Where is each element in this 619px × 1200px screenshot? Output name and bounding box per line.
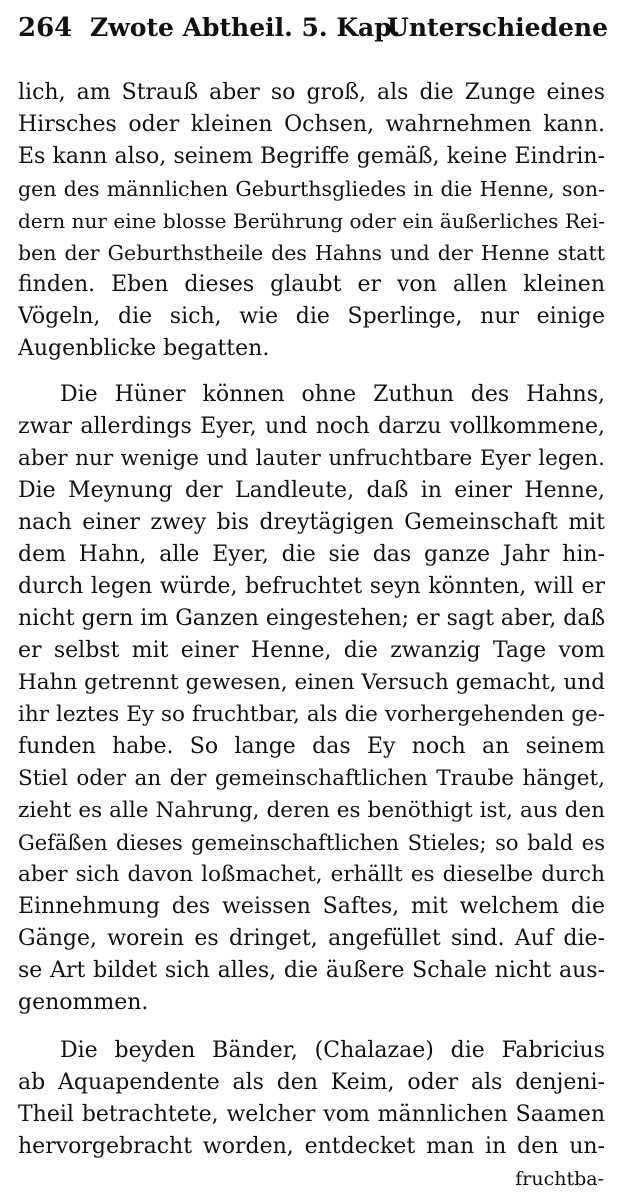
text-line: ab Aquapendente als den Keim, oder als denjeni- — [18, 1070, 605, 1095]
text-line: Hahn getrennt gewesen, einen Versuch gemacht, und — [18, 670, 605, 695]
text-line: Die Hüner können ohne Zuthun des Hahns, — [60, 382, 605, 407]
text-line: hervorgebracht worden, entdecket man in den un- — [18, 1134, 605, 1159]
text-line: zieht es alle Nahrung, deren es benöthigt ist, aus den — [18, 798, 605, 823]
text-line: lich, am Strauß aber so groß, als die Zunge eines — [18, 80, 605, 105]
text-line: durch legen würde, befruchtet seyn könnten, will er — [18, 574, 605, 599]
text-line: Hirsches oder kleinen Ochsen, wahrnehmen kann. — [18, 112, 605, 137]
running-head: Zwote Abtheil. 5. Kap. — [90, 13, 401, 42]
text-line: gen des männlichen Geburthsgliedes in die Henne, son- — [18, 177, 605, 201]
text-line: Vögeln, die sich, wie die Sperlinge, nur einige — [18, 304, 605, 329]
text-line: Die beyden Bänder, (Chalazae) die Fabricius — [60, 1038, 605, 1063]
text-line: funden habe. So lange das Ey noch an seinem — [18, 734, 605, 759]
text-line: Die Meynung der Landleute, daß in einer Henne, — [18, 478, 605, 503]
text-line: ben der Geburthstheile des Hahns und der Henne statt — [18, 241, 605, 265]
text-line: aber sich davon loßmachet, erhällt es dieselbe durch — [18, 862, 605, 887]
text-line: Es kann also, seinem Begriffe gemäß, keine Eindrin- — [18, 144, 605, 169]
text-line: nach einer zwey bis dreytägigen Gemeinschaft mit — [18, 510, 605, 535]
page-header — [18, 6, 608, 50]
text-line: se Art bildet sich alles, die äußere Schale nicht aus- — [18, 958, 605, 983]
text-line: Augenblicke begatten. — [18, 336, 270, 361]
catchword: fruchtba- — [515, 1168, 604, 1190]
text-line: dem Hahn, alle Eyer, die sie das ganze Jahr hin- — [18, 542, 605, 567]
text-line: er selbst mit einer Henne, die zwanzig Tage vom — [18, 638, 605, 663]
text-line: Einnehmung des weissen Saftes, mit welchem die — [18, 894, 605, 919]
text-line: Theil betrachtete, welcher vom männlichen Saamen — [18, 1102, 605, 1127]
text-line: aber nur wenige und lauter unfruchtbare Eyer legen. — [18, 446, 605, 471]
running-head-right: Unterschiedene — [387, 13, 608, 42]
text-line: Gefäßen dieses gemeinschaftlichen Stieles; so bald es — [18, 831, 605, 855]
text-line: zwar allerdings Eyer, und noch darzu vollkommene, — [18, 414, 605, 439]
text-line: nicht gern im Ganzen eingestehen; er sagt aber, daß — [18, 606, 605, 631]
text-line: ihr leztes Ey so fruchtbar, als die vorhergehenden ge- — [18, 702, 605, 727]
page-number: 264 — [18, 13, 73, 43]
text-line: dern nur eine blosse Berührung oder ein äußerliches Rei- — [18, 209, 605, 233]
text-line: Gänge, worein es dringet, angefüllet sind. Auf die- — [18, 926, 605, 951]
text-line: Stiel oder an der gemeinschaftlichen Traube hänget, — [18, 766, 605, 791]
text-line: genommen. — [18, 990, 149, 1015]
text-line: finden. Eben dieses glaubt er von allen kleinen — [18, 272, 605, 297]
